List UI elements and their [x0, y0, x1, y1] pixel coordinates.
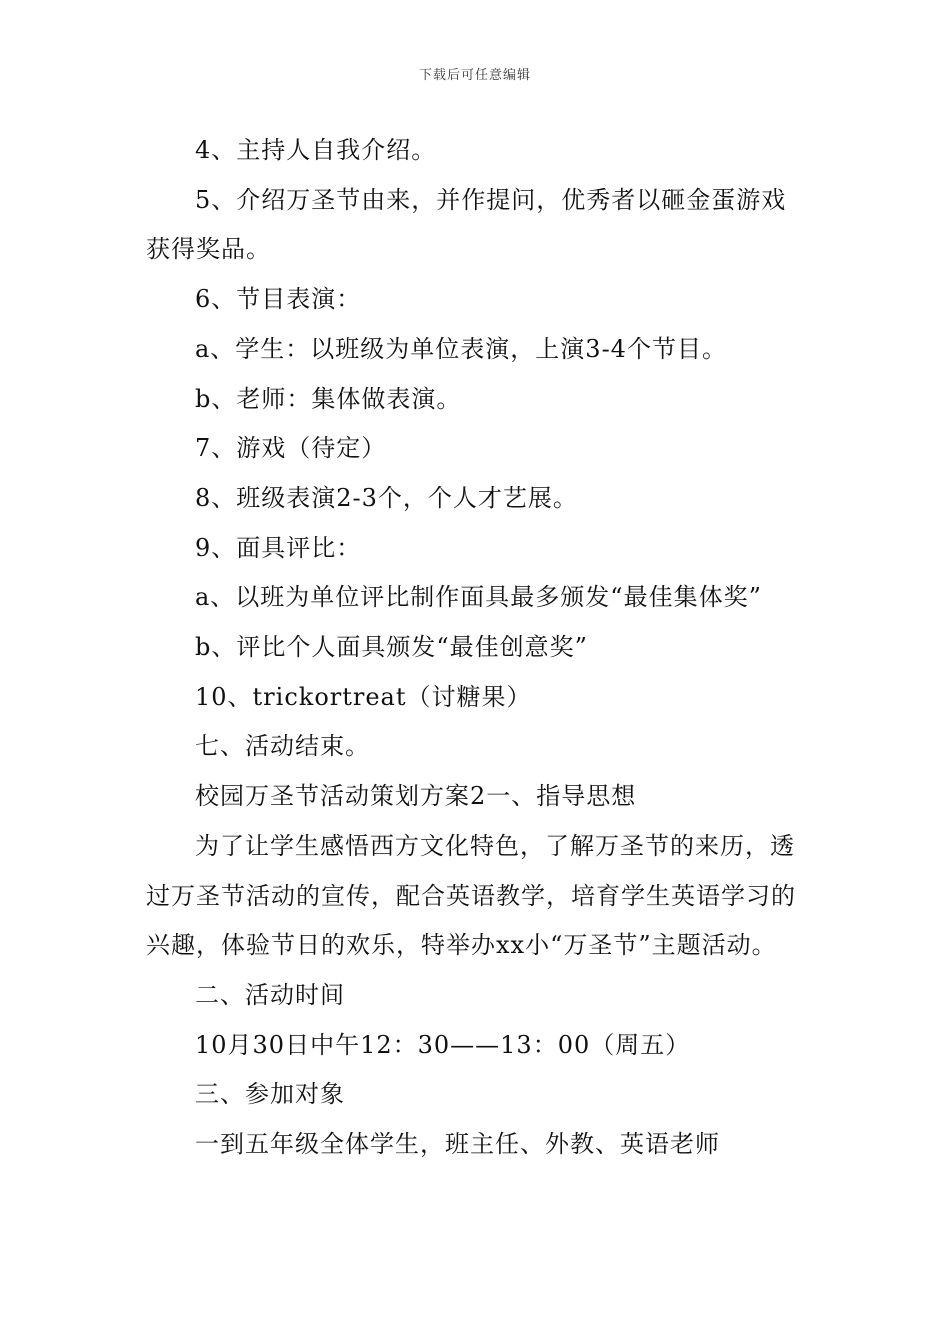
paragraph-games: 7、游戏（待定） [195, 434, 387, 463]
paragraph-participants-heading: 三、参加对象 [195, 1080, 345, 1109]
paragraph-mask-creative-award: b、评比个人面具颁发“最佳创意奖” [195, 633, 588, 662]
paragraph-student-performance: a、学生：以班级为单位表演，上演3-4个节目。 [195, 334, 727, 363]
paragraph-host-intro: 4、主持人自我介绍。 [195, 136, 437, 164]
page-header-note: 下载后可任意编辑 [418, 68, 531, 83]
paragraph-participants: 一到五年级全体学生，班主任、外教、英语老师 [195, 1130, 720, 1159]
paragraph-class-show: 8、班级表演2-3个，个人才艺展。 [195, 483, 578, 512]
paragraph-activity-end: 七、活动结束。 [195, 732, 370, 761]
paragraph-halloween-origin: 5、介绍万圣节由来，并作提问，优秀者以砸金蛋游戏获得奖品。 [146, 185, 787, 264]
paragraph-teacher-performance: b、老师：集体做表演。 [195, 384, 462, 413]
paragraph-mask-group-award: a、以班为单位评比制作面具最多颁发“最佳集体奖” [195, 583, 762, 612]
paragraph-mask-contest-heading: 9、面具评比： [195, 533, 362, 562]
paragraph-trick-or-treat: 10、trickortreat（讨糖果） [195, 682, 532, 711]
document-body [146, 126, 808, 1170]
paragraph-activity-time-heading: 二、活动时间 [195, 980, 345, 1009]
paragraph-plan-2-title: 校园万圣节活动策划方案2一、指导思想 [195, 782, 637, 811]
paragraph-activity-time: 10月30日中午12：30——13：00（周五） [195, 1030, 691, 1059]
paragraph-guiding-idea: 为了让学生感悟西方文化特色，了解万圣节的来历，透过万圣节活动的宣传，配合英语教学，培育学生英语学习的兴趣，体验节日的欢乐，特举办xx小“万圣节”主题活动。 [146, 831, 796, 960]
paragraph-performance-heading: 6、节目表演： [195, 285, 362, 314]
